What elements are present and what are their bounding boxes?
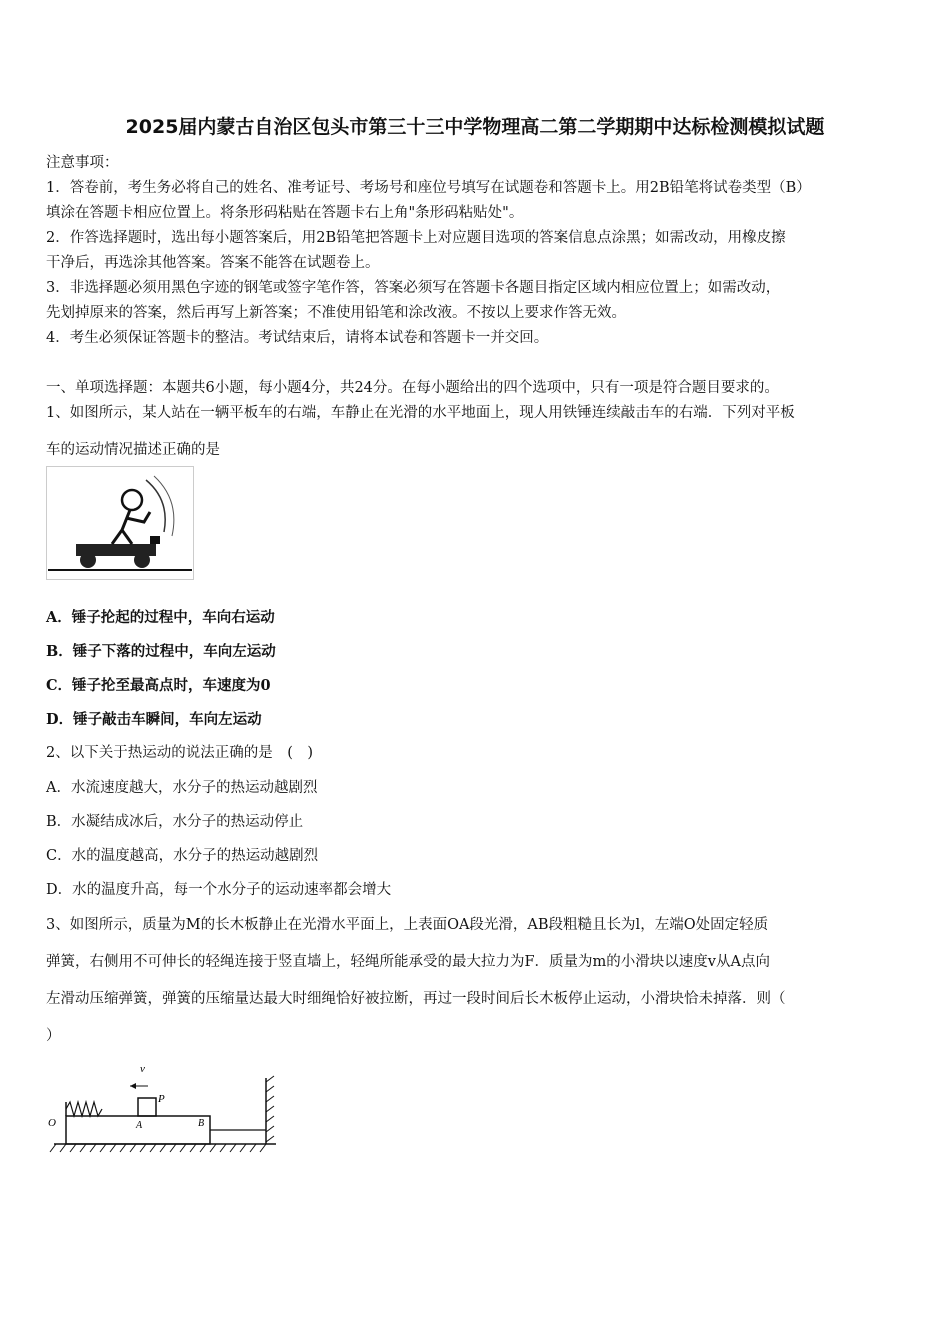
q1-stem: 1、如图所示，某人站在一辆平板车的右端，车静止在光滑的水平地面上，现人用铁锤连续敲击车的右端．下列对平板 [46,405,795,421]
q2-option-c: C．水的温度越高，水分子的热运动越剧烈 [46,848,319,864]
q1-figure-cart [46,466,194,580]
notice-line: 1．答卷前，考生务必将自己的姓名、准考证号、考场号和座位号填写在试题卷和答题卡上。用2B铅笔将试卷类型（B） [46,180,811,196]
notice-line: 干净后，再选涂其他答案。答案不能答在试题卷上。 [46,255,380,271]
notice-heading: 注意事项： [46,155,119,171]
q2-stem: 2、以下关于热运动的说法正确的是 ( ) [46,745,314,761]
q2-option-b: B．水凝结成冰后，水分子的热运动停止 [46,814,304,830]
q3-stem: ） [46,1028,61,1044]
notice-line: 2．作答选择题时，选出每小题答案后，用2B铅笔把答题卡上对应题目选项的答案信息点涂黑；如需改动，用橡皮擦 [46,230,786,246]
label-o: O [48,1117,56,1129]
q1-option-c: C．锤子抡至最高点时，车速度为0 [46,677,271,694]
notice-line: 填涂在答题卡相应位置上。将条形码粘贴在答题卡右上角"条形码粘贴处"。 [46,205,524,221]
q3-figure-board [46,1056,286,1160]
notice-line: 先划掉原来的答案，然后再写上新答案；不准使用铅笔和涂改液。不按以上要求作答无效。 [46,305,626,321]
notice-line: 3．非选择题必须用黑色字迹的钢笔或签字笔作答，答案必须写在答题卡各题目指定区域内相应位置上；如需改动， [46,280,781,296]
q3-stem: 3、如图所示，质量为M的长木板静止在光滑水平面上，上表面OA段光滑，AB段粗糙且长为l，左端O处固定轻质 [46,917,769,933]
label-p: P [158,1093,165,1105]
label-b: B [198,1118,205,1129]
q2-option-a: A．水流速度越大，水分子的热运动越剧烈 [46,780,318,796]
section-heading: 一、单项选择题：本题共6小题，每小题4分，共24分。在每小题给出的四个选项中，只有一项是符合题目要求的。 [46,380,779,396]
notice-line: 4．考生必须保证答题卡的整洁。考试结束后，请将本试卷和答题卡一并交回。 [46,330,549,346]
q1-stem: 车的运动情况描述正确的是 [46,442,220,458]
q3-stem: 左滑动压缩弹簧，弹簧的压缩量达最大时细绳恰好被拉断，再过一段时间后长木板停止运动，小滑块恰未掉落．则（ [46,991,786,1007]
q1-option-a: A．锤子抡起的过程中，车向右运动 [46,609,275,626]
label-v: v [140,1063,145,1075]
exam-title: 2025届内蒙古自治区包头市第三十三中学物理高二第二学期期中达标检测模拟试题 [125,116,825,138]
label-a: A [136,1120,143,1131]
q3-stem: 弹簧，右侧用不可伸长的轻绳连接于竖直墙上，轻绳所能承受的最大拉力为F．质量为m的小滑块以速度v从A点向 [46,954,770,970]
q2-option-d: D．水的温度升高，每一个水分子的运动速率都会增大 [46,882,392,898]
q1-option-d: D．锤子敲击车瞬间，车向左运动 [46,711,262,728]
q1-option-b: B．锤子下落的过程中，车向左运动 [46,643,276,660]
